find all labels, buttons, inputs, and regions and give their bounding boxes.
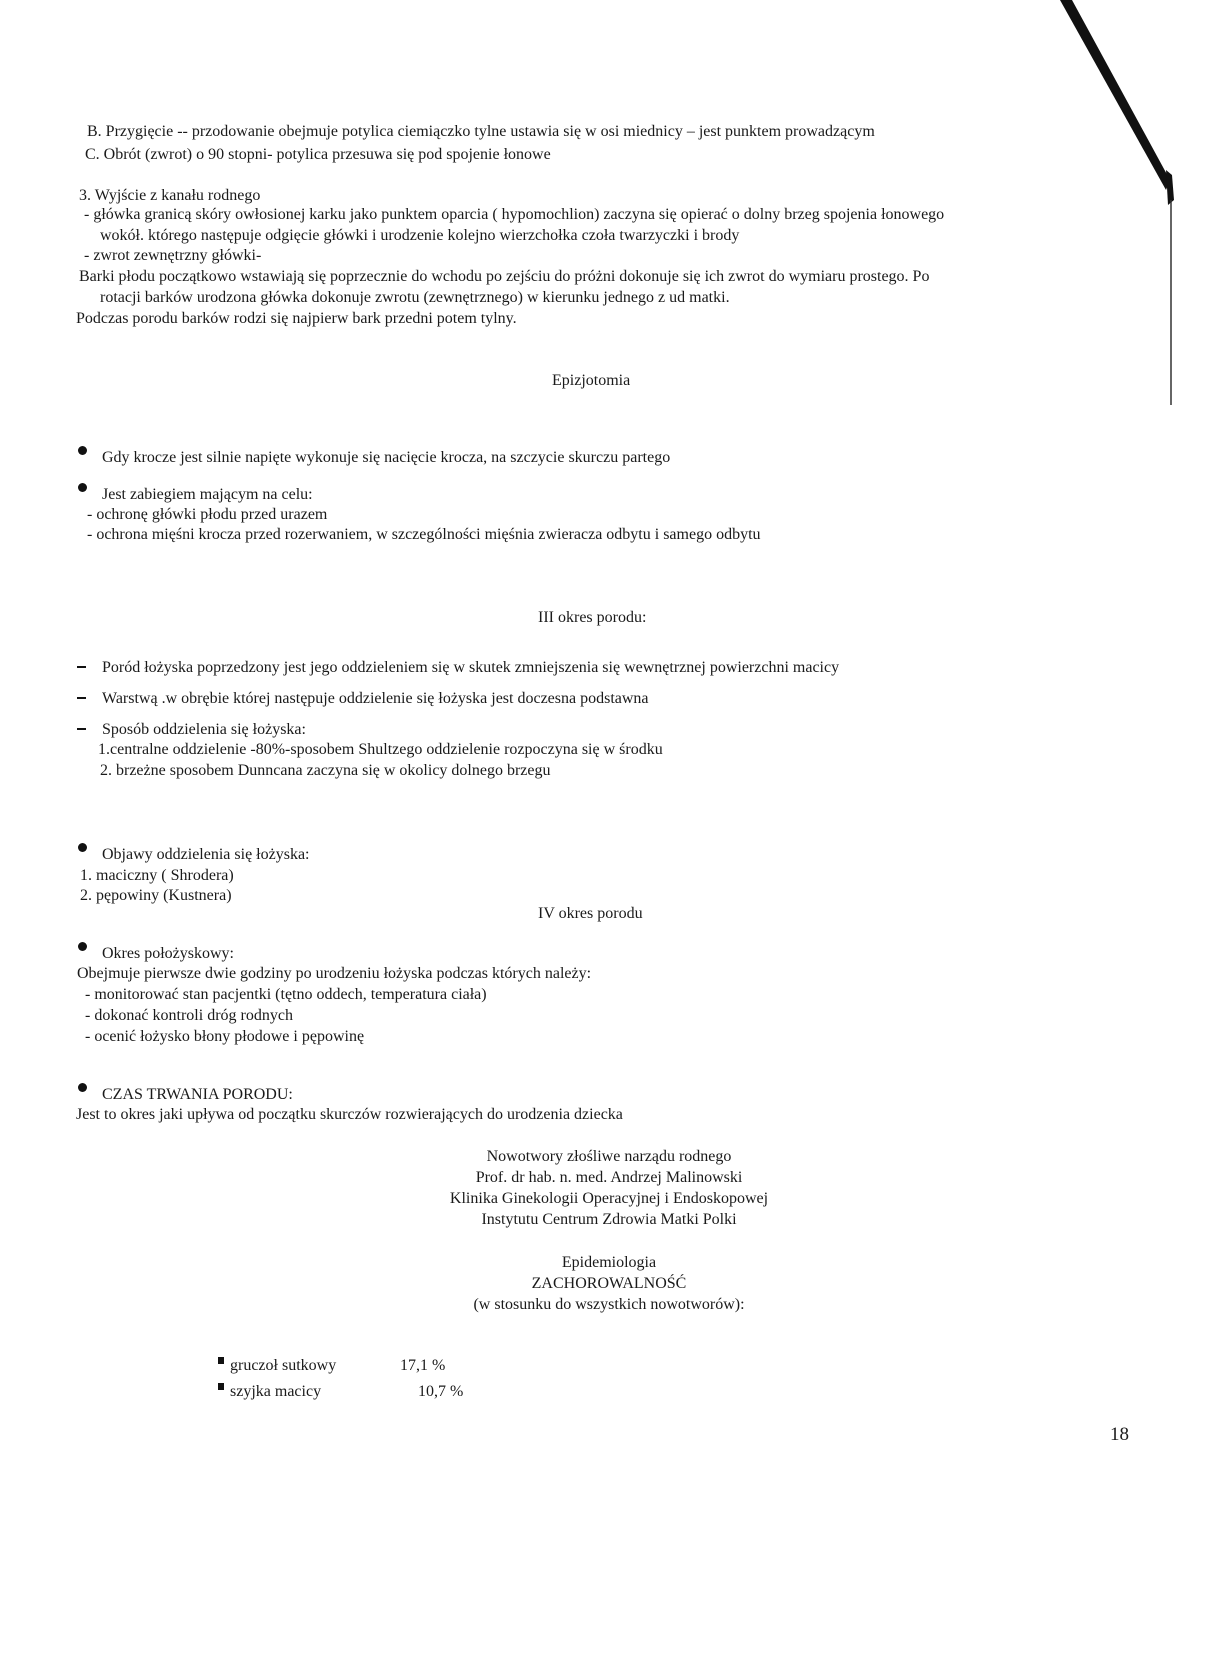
lecture-author: Prof. dr hab. n. med. Andrzej Malinowski xyxy=(475,1169,743,1186)
text-line: C. Obrót (zwrot) o 90 stopni- potylica przesuwa się pod spojenie łonowe xyxy=(85,146,551,163)
bullet-text: Gdy krocze jest silnie napięte wykonuje się nacięcie krocza, na szczycie skurczu partego xyxy=(102,449,671,466)
bullet-text: Objawy oddzielenia się łożyska: xyxy=(102,846,310,863)
sub-item: 1. maciczny ( Shrodera) xyxy=(80,867,234,884)
square-bullet-icon xyxy=(218,1357,224,1364)
page-number: 18 xyxy=(1110,1424,1129,1445)
text-line: Jest to okres jaki upływa od początku skurczów rozwierających do urodzenia dziecka xyxy=(76,1106,623,1123)
dash-icon xyxy=(77,697,86,699)
text-line: - zwrot zewnętrzny główki- xyxy=(84,247,262,264)
sub-item: 2. pępowiny (Kustnera) xyxy=(80,887,232,904)
square-bullet-icon xyxy=(218,1383,224,1390)
bullet-icon xyxy=(78,446,87,455)
incidence-value: 10,7 % xyxy=(418,1383,464,1400)
sub-item: 1.centralne oddzielenie -80%-sposobem Shultzego oddzielenie rozpoczyna się w środku xyxy=(98,741,663,758)
bullet-text: Okres położyskowy: xyxy=(102,945,234,962)
incidence-label: szyjka macicy xyxy=(230,1383,322,1400)
dash-item: Sposób oddzielenia się łożyska: xyxy=(102,721,306,738)
incidence-label: gruczoł sutkowy xyxy=(230,1357,337,1374)
subheading-epidemiologia: Epidemiologia xyxy=(561,1254,657,1271)
sub-item: - dokonać kontroli dróg rodnych xyxy=(85,1007,293,1024)
scan-edge-stroke xyxy=(1050,0,1209,420)
sub-item: - ochronę główki płodu przed urazem xyxy=(87,506,328,523)
section-heading-epizjotomia: Epizjotomia xyxy=(552,372,631,389)
dash-icon xyxy=(77,666,86,668)
section-heading-okres-4: IV okres porodu xyxy=(538,905,643,922)
text-line: Podczas porodu barków rodzi się najpierw bark przedni potem tylny. xyxy=(76,310,517,327)
sub-item: - ochrona mięśni krocza przed rozerwaniem, w szczególności mięśnia zwieracza odbytu i samego odbytu xyxy=(87,526,761,543)
sub-item: 2. brzeżne sposobem Dunncana zaczyna się w okolicy dolnego brzegu xyxy=(100,762,551,779)
dash-icon xyxy=(77,728,86,730)
section-heading-okres-3: III okres porodu: xyxy=(538,609,647,626)
bullet-icon xyxy=(78,942,87,951)
bullet-icon xyxy=(78,483,87,492)
bullet-text: Jest zabiegiem mającym na celu: xyxy=(102,486,313,503)
text-line: B. Przygięcie -- przodowanie obejmuje potylica ciemiączko tylne ustawia się w osi miednicy – jest punktem prowadzącym xyxy=(87,123,875,140)
subheading-zachorowalnosc: ZACHOROWALNOŚĆ xyxy=(531,1275,687,1292)
lecture-institute: Instytutu Centrum Zdrowia Matki Polki xyxy=(481,1211,737,1228)
bullet-text: CZAS TRWANIA PORODU: xyxy=(102,1086,293,1103)
incidence-value: 17,1 % xyxy=(400,1357,446,1374)
text-line: Barki płodu początkowo wstawiają się poprzecznie do wchodu po zejściu do próżni dokonuje się ich zwrot do wymiaru prostego. Po xyxy=(79,268,930,285)
lecture-title: Nowotwory złośliwe narządu rodnego xyxy=(486,1148,732,1165)
text-line: rotacji barków urodzona główka dokonuje zwrotu (zewnętrznego) w kierunku jednego z ud matki. xyxy=(100,289,730,306)
text-line: wokół. którego następuje odgięcie główki i urodzenie kolejno wierzchołka czoła twarzyczki i brody xyxy=(100,227,740,244)
text-line: 3. Wyjście z kanału rodnego xyxy=(79,187,261,204)
dash-item: Poród łożyska poprzedzony jest jego oddzieleniem się w skutek zmniejszenia się wewnętrznej powierzchni macicy xyxy=(102,659,840,676)
dash-item: Warstwą .w obrębie której następuje oddzielenie się łożyska jest doczesna podstawna xyxy=(102,690,649,707)
bullet-icon xyxy=(78,843,87,852)
sub-item: - monitorować stan pacjentki (tętno oddech, temperatura ciała) xyxy=(85,986,487,1003)
lecture-clinic: Klinika Ginekologii Operacyjnej i Endoskopowej xyxy=(449,1190,769,1207)
text-line: - główka granicą skóry owłosionej karku jako punktem oparcia ( hypomochlion) zaczyna się opierać o dolny brzeg spojenia łonowego xyxy=(84,206,945,223)
sub-item: - ocenić łożysko błony płodowe i pępowinę xyxy=(85,1028,365,1045)
bullet-icon xyxy=(78,1083,87,1092)
subheading-relation: (w stosunku do wszystkich nowotworów): xyxy=(473,1296,745,1313)
text-line: Obejmuje pierwsze dwie godziny po urodzeniu łożyska podczas których należy: xyxy=(77,965,592,982)
